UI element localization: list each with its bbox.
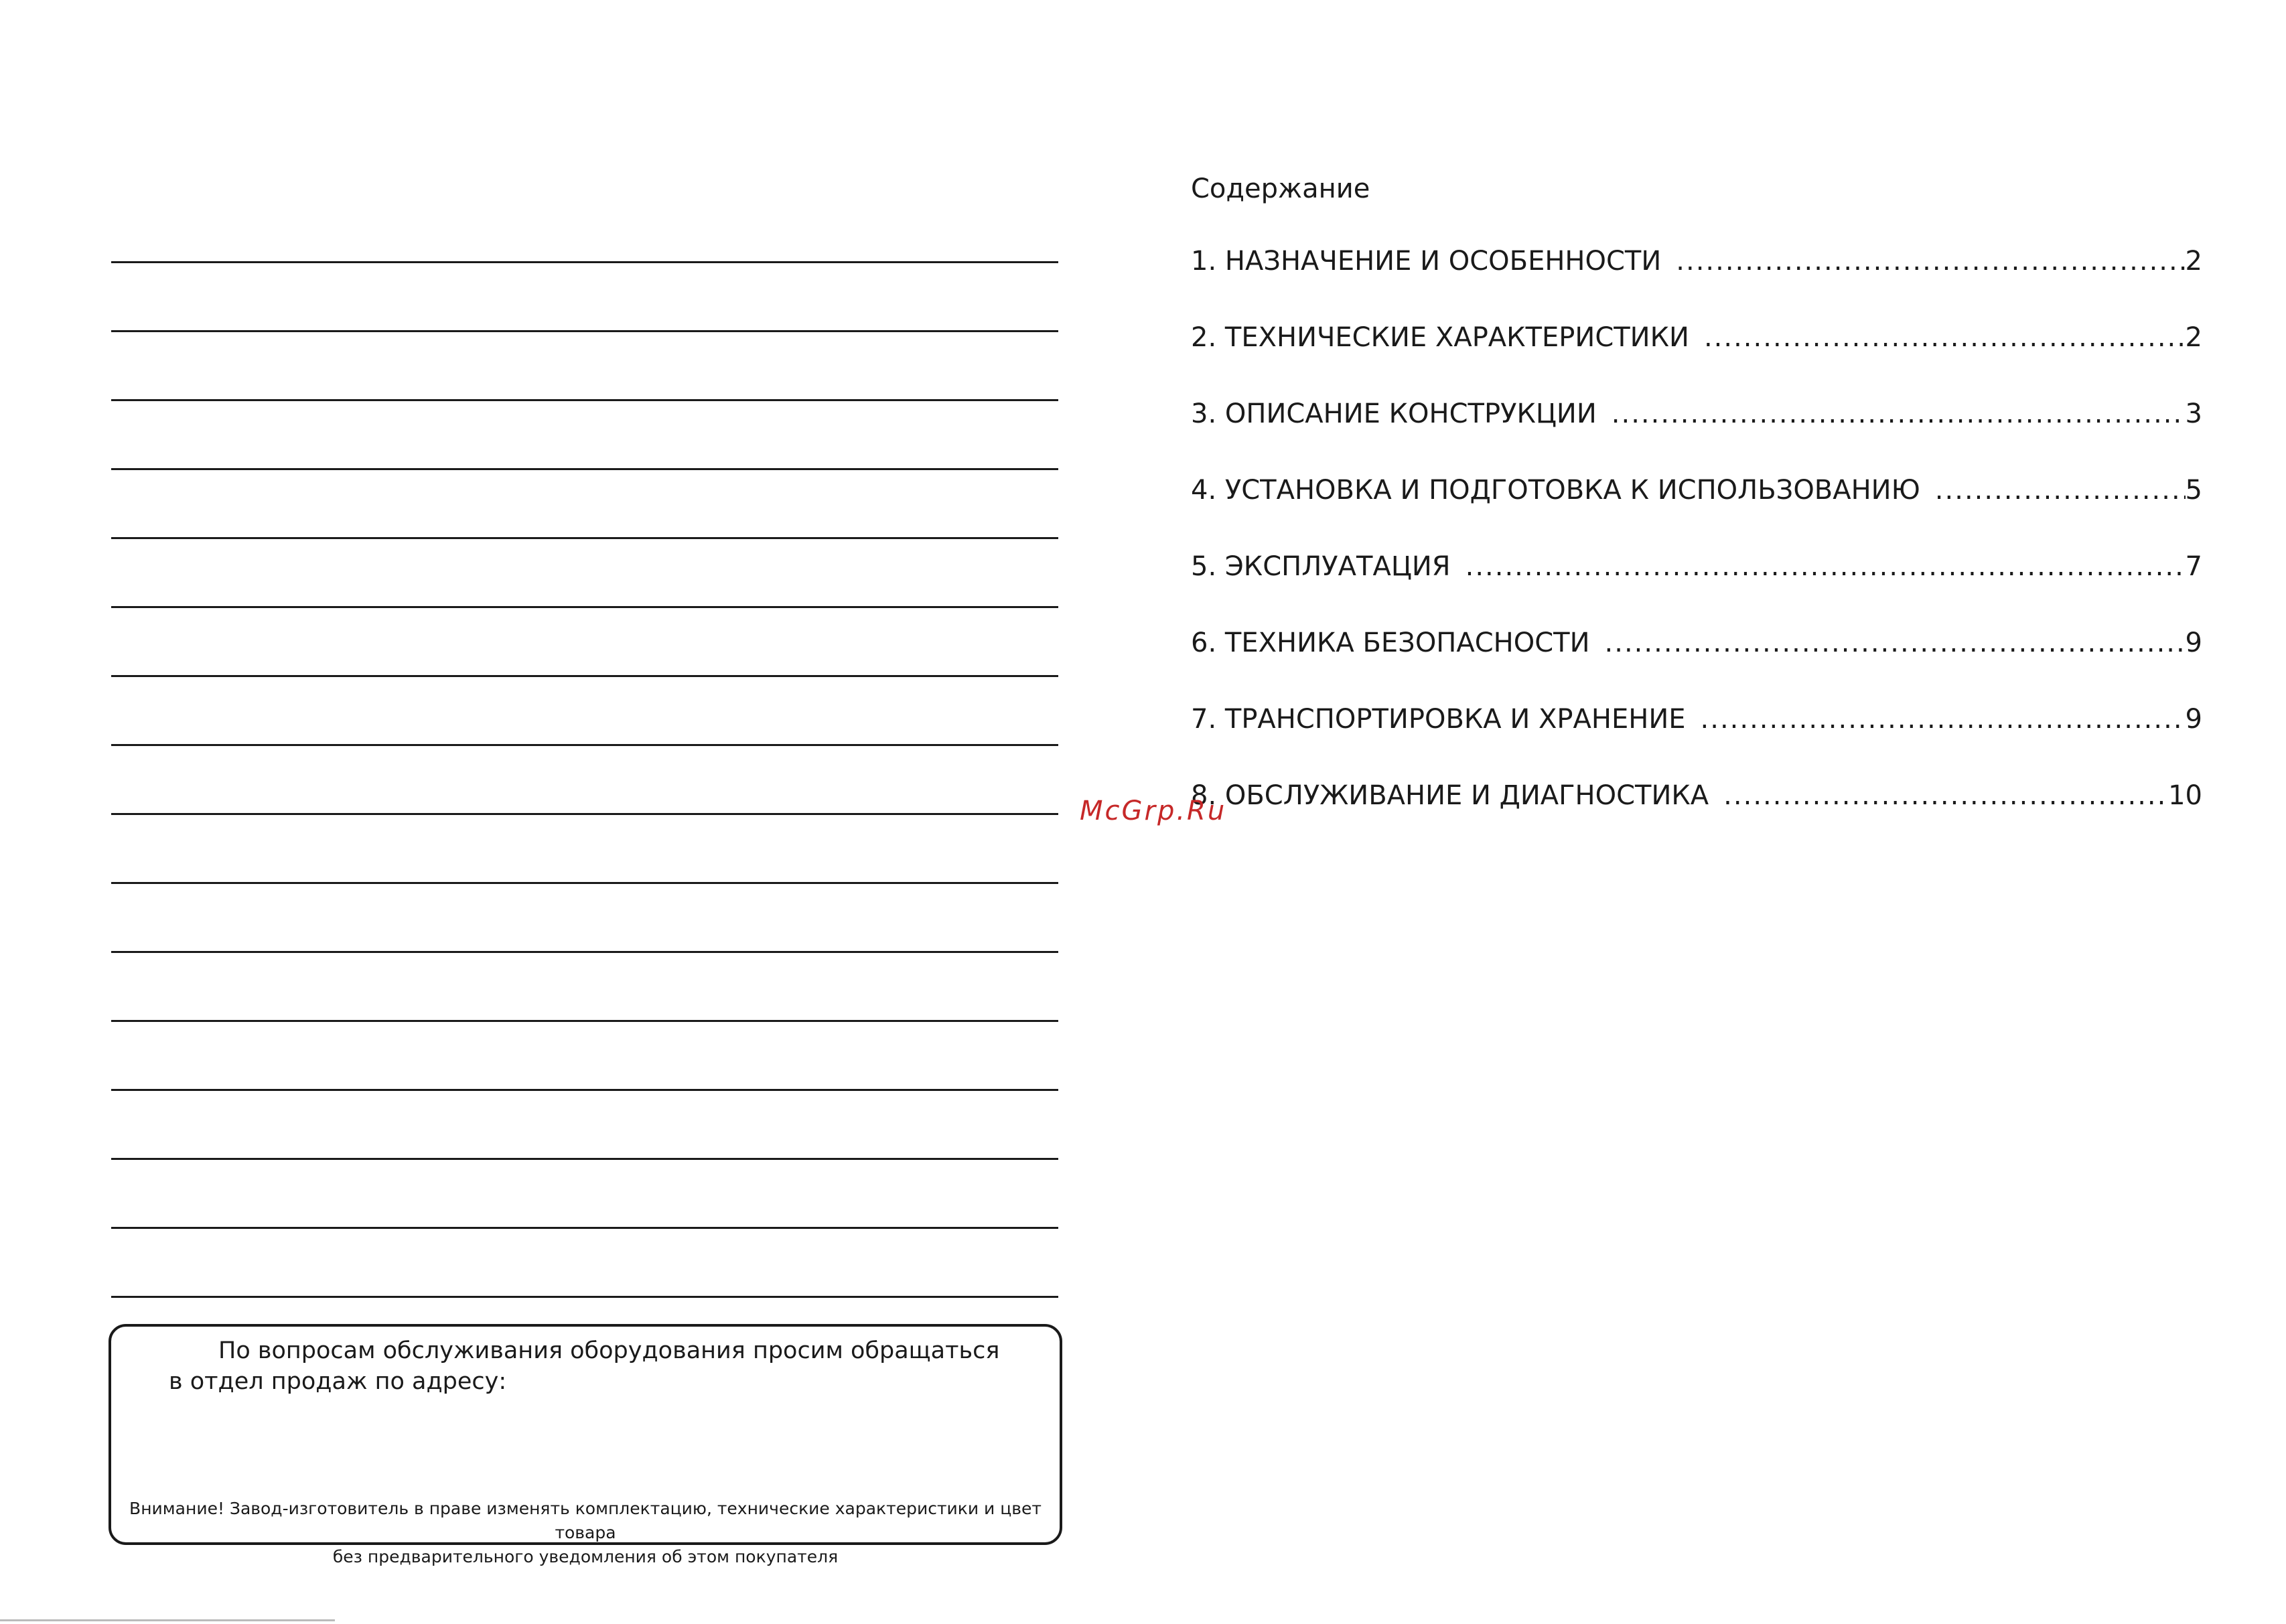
toc-leader-dots: [1451, 546, 2186, 587]
manufacturer-notice: [111, 1497, 1060, 1569]
note-line: [111, 1158, 1058, 1160]
toc-item-page: 2: [2185, 246, 2202, 277]
note-line: [111, 468, 1058, 470]
toc-item-label: 4. УСТАНОВКА И ПОДГОТОВКА К ИСПОЛЬЗОВАНИЮ: [1191, 475, 1920, 506]
note-line: [111, 330, 1058, 332]
toc-leader-dots: [1689, 317, 2186, 358]
toc-item-label: 7. ТРАНСПОРТИРОВКА И ХРАНЕНИЕ: [1191, 704, 1686, 735]
note-line: [111, 882, 1058, 884]
toc-item-label: 2. ТЕХНИЧЕСКИЕ ХАРАКТЕРИСТИКИ: [1191, 322, 1689, 353]
toc-item-page: 10: [2168, 780, 2202, 811]
toc-leader-dots: [1590, 623, 2186, 663]
note-line: [111, 261, 1058, 263]
toc-item-label: 8. ОБСЛУЖИВАНИЕ И ДИАГНОСТИКА: [1191, 780, 1709, 811]
table-of-contents: [1191, 169, 2202, 852]
notes-lines: [111, 261, 1058, 1365]
toc-leader-dots: [1661, 241, 2185, 281]
toc-item-label: 3. ОПИСАНИЕ КОНСТРУКЦИИ: [1191, 398, 1597, 429]
toc-leader-dots: [1597, 394, 2186, 434]
note-line: [111, 1020, 1058, 1022]
toc-leader-dots: [1686, 699, 2186, 739]
service-contact-box: [109, 1324, 1062, 1566]
watermark: McGrp.Ru: [1080, 796, 1227, 826]
note-line: [111, 675, 1058, 677]
toc-item-page: 2: [2185, 322, 2202, 353]
note-line: [111, 1227, 1058, 1229]
note-line: [111, 537, 1058, 539]
toc-leader-dots: [1709, 776, 2168, 816]
note-line: [111, 1089, 1058, 1091]
toc-item[interactable]: [1191, 699, 2202, 776]
service-text-line2: в отдел продаж по адресу:: [169, 1368, 507, 1395]
toc-item[interactable]: [1191, 623, 2202, 699]
note-line: [111, 951, 1058, 953]
toc-item[interactable]: [1191, 776, 2202, 852]
note-line: [111, 744, 1058, 746]
toc-item-page: 9: [2185, 704, 2202, 735]
note-line: [111, 813, 1058, 815]
toc-item-page: 9: [2185, 628, 2202, 658]
note-line: [111, 1296, 1058, 1298]
toc-item-page: 7: [2185, 551, 2202, 582]
toc-item-page: 3: [2185, 398, 2202, 429]
toc-list: [1191, 241, 2202, 852]
toc-item-label: 5. ЭКСПЛУАТАЦИЯ: [1191, 551, 1451, 582]
toc-item-label: 1. НАЗНАЧЕНИЕ И ОСОБЕННОСТИ: [1191, 246, 1662, 277]
page-bottom-fragment: [0, 1619, 335, 1621]
toc-title: Содержание: [1191, 173, 1370, 204]
toc-item[interactable]: [1191, 546, 2202, 623]
toc-leader-dots: [1920, 470, 2186, 510]
notice-line1: Внимание! Завод-изготовитель в праве изменять комплектацию, технические характеристики и цвет товара: [129, 1499, 1042, 1542]
toc-item[interactable]: [1191, 241, 2202, 317]
service-text-line1: По вопросам обслуживания оборудования просим обращаться: [218, 1337, 1000, 1364]
toc-item-page: 5: [2185, 475, 2202, 506]
toc-item[interactable]: [1191, 394, 2202, 470]
toc-item-label: 6. ТЕХНИКА БЕЗОПАСНОСТИ: [1191, 628, 1590, 658]
notice-line2: без предварительного уведомления об этом покупателя: [332, 1547, 839, 1566]
note-line: [111, 606, 1058, 608]
note-line: [111, 399, 1058, 401]
toc-item[interactable]: [1191, 470, 2202, 546]
toc-item[interactable]: [1191, 317, 2202, 394]
